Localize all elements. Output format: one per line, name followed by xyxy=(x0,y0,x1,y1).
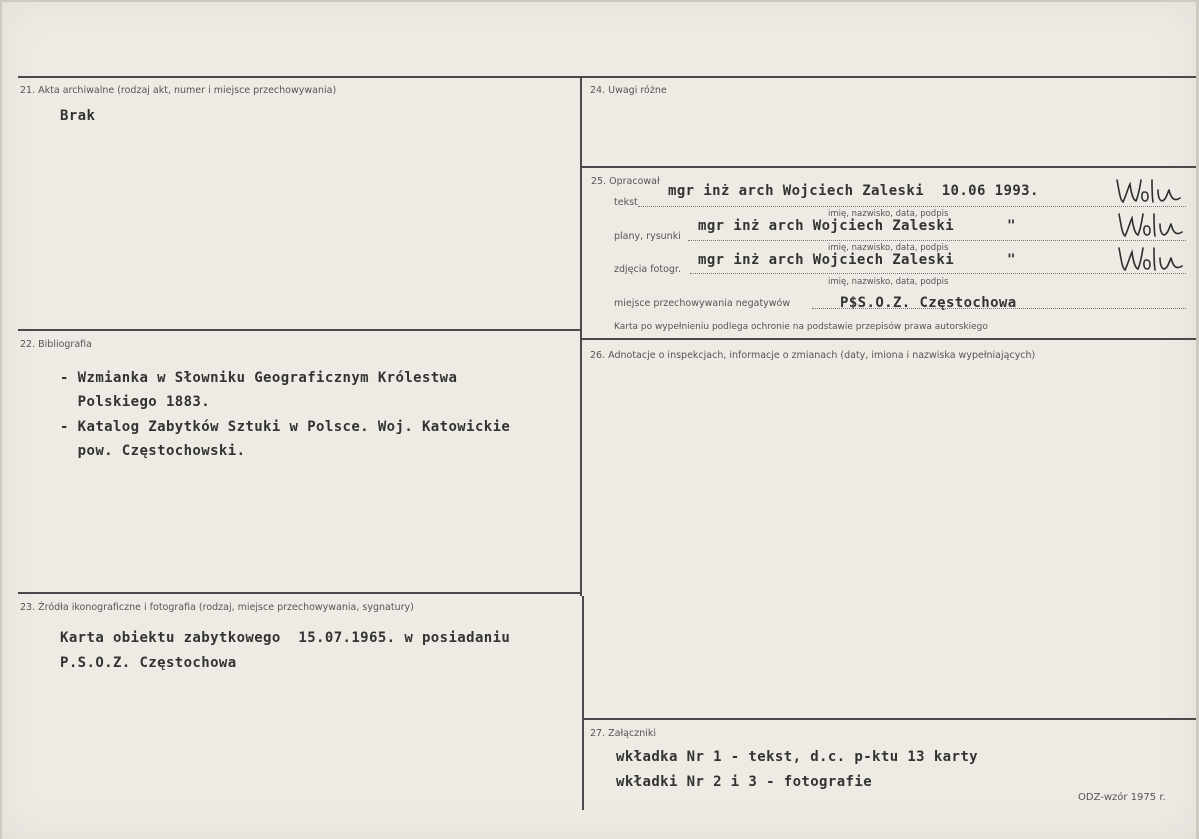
rule-24-25 xyxy=(581,166,1196,168)
row-text-dotted-line xyxy=(638,206,1186,207)
top-rule xyxy=(18,76,1196,78)
row-text-label: tekst xyxy=(614,197,638,208)
row-text-caption: imię, nazwisko, data, podpis xyxy=(828,209,949,219)
section-22-label: 22. Bibliografia xyxy=(20,339,92,350)
signature-text-row xyxy=(1114,176,1186,206)
attachments-line-2: wkładki Nr 2 i 3 - fotografie xyxy=(616,774,873,790)
row-photos-value: mgr inż arch Wojciech Zaleski " xyxy=(698,252,1016,268)
signature-icon xyxy=(1116,210,1188,240)
signature-plans-row xyxy=(1116,210,1188,240)
rule-22-23 xyxy=(18,592,581,594)
row-plans-label: plany, rysunki xyxy=(614,231,681,242)
signature-icon xyxy=(1114,176,1186,206)
section-25-label: 25. Opracował xyxy=(591,176,660,187)
row-photos-dotted-line xyxy=(690,273,1186,274)
rule-21-22 xyxy=(18,329,581,331)
rule-26-27 xyxy=(583,718,1196,720)
row-photos-label: zdjęcia fotogr. xyxy=(614,264,681,275)
section-21-label: 21. Akta archiwalne (rodzaj akt, numer i miejsce przechowywania) xyxy=(20,85,337,96)
center-divider-lower xyxy=(582,596,584,810)
attachments-line-1: wkładka Nr 1 - tekst, d.c. p-ktu 13 karty xyxy=(616,749,978,765)
section-21-content: Brak xyxy=(60,108,96,124)
signature-icon xyxy=(1116,244,1188,274)
card-top-edge xyxy=(0,0,1199,2)
row-photos-caption: imię, nazwisko, data, podpis xyxy=(828,277,949,287)
section-23-label: 23. Źródła ikonograficzne i fotografia (rodzaj, miejsce przechowywania, sygnatury) xyxy=(20,602,414,613)
row-plans-caption: imię, nazwisko, data, podpis xyxy=(828,243,949,253)
section-26-label: 26. Adnotacje o inspekcjach, informacje o zmianach (daty, imiona i nazwiska wypełniających) xyxy=(590,350,1036,361)
bibliography-line-4: pow. Częstochowski. xyxy=(60,443,246,459)
negatives-value: P$S.O.Z. Częstochowa xyxy=(840,295,1017,311)
copyright-notice: Karta po wypełnieniu podlega ochronie na podstawie przepisów prawa autorskiego xyxy=(614,322,988,332)
signature-photos-row xyxy=(1116,244,1188,274)
card-left-edge xyxy=(0,0,2,839)
row-text-value: mgr inż arch Wojciech Zaleski 10.06 1993. xyxy=(668,183,1039,199)
center-divider-upper xyxy=(580,76,582,596)
section-24-label: 24. Uwagi różne xyxy=(590,85,667,96)
bibliography-line-2: Polskiego 1883. xyxy=(60,394,211,410)
iconography-line-1: Karta obiektu zabytkowego 15.07.1965. w posiadaniu xyxy=(60,630,511,646)
row-plans-value: mgr inż arch Wojciech Zaleski " xyxy=(698,218,1016,234)
row-plans-dotted-line xyxy=(688,240,1186,241)
bibliography-line-3: - Katalog Zabytków Sztuki w Polsce. Woj. Katowickie xyxy=(60,419,511,435)
section-27-label: 27. Załączniki xyxy=(590,728,656,739)
negatives-label: miejsce przechowywania negatywów xyxy=(614,298,791,309)
form-code: ODZ-wzór 1975 r. xyxy=(1078,792,1166,803)
bibliography-line-1: - Wzmianka w Słowniku Geograficznym Królestwa xyxy=(60,370,458,386)
iconography-line-2: P.S.O.Z. Częstochowa xyxy=(60,655,237,671)
rule-25-26 xyxy=(581,338,1196,340)
